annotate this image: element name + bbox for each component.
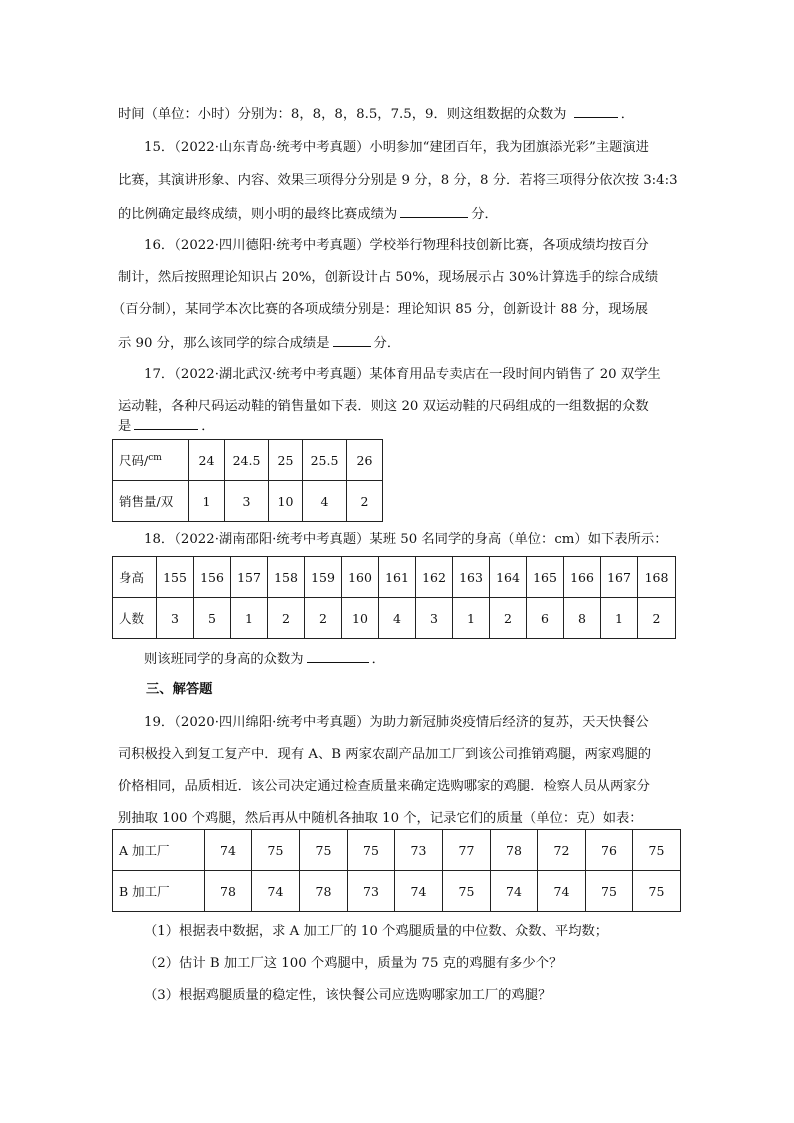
table-cell: 74 [252, 871, 300, 912]
q15-line-3: 的比例确定最终成绩，则小明的最终比赛成绩为 分． [118, 204, 498, 224]
table-row [113, 871, 681, 912]
q14-continuation: 时间（单位：小时）分别为：8，8，8，8.5，7.5，9．则这组数据的众数为 ． [118, 104, 634, 124]
q19-sub-1: （1）根据表中数据，求 A 加工厂的 10 个鸡腿质量的中位数、众数、平均数； [144, 924, 609, 939]
table-cell: 157 [231, 557, 268, 598]
table-header-cell: 人数 [113, 598, 157, 639]
chicken-leg-table [112, 829, 681, 912]
table-cell: 8 [564, 598, 601, 639]
table-cell: 72 [538, 830, 586, 871]
table-cell: 73 [348, 871, 395, 912]
table-cell: 2 [268, 598, 305, 639]
table-cell: 75 [633, 830, 681, 871]
table-cell: 73 [395, 830, 443, 871]
table-cell: 3 [225, 481, 269, 522]
answer-blank [134, 416, 198, 430]
table-cell: 74 [205, 830, 252, 871]
table-cell: 24.5 [225, 440, 269, 481]
table-header-cell: A 加工厂 [113, 830, 205, 871]
table-cell: 2 [490, 598, 527, 639]
q14-text: 时间（单位：小时）分别为：8，8，8，8.5，7.5，9．则这组数据的众数为 [118, 107, 567, 122]
table-cell: 78 [491, 830, 538, 871]
table-cell: 164 [490, 557, 527, 598]
table-cell: 3 [157, 598, 194, 639]
q16-line-1: 16．（2022·四川德阳·统考中考真题）学校举行物理科技创新比赛，各项成绩均按百分 [144, 238, 649, 253]
table-cell: 25.5 [303, 440, 347, 481]
table-header-cell: 销售量/双 [113, 481, 189, 522]
table-cell: 74 [395, 871, 443, 912]
table-cell: 1 [231, 598, 268, 639]
q16-line-4: 示 90 分，那么该同学的综合成绩是 分． [118, 333, 400, 353]
table-cell: 165 [527, 557, 564, 598]
table-cell: 25 [269, 440, 303, 481]
table-cell: 159 [305, 557, 342, 598]
table-cell: 1 [601, 598, 638, 639]
section-heading: 三、解答题 [146, 682, 213, 697]
table-cell: 5 [194, 598, 231, 639]
q19-line-3: 价格相同，品质相近．该公司决定通过检查质量来确定选购哪家的鸡腿．检察人员从两家分 [118, 779, 650, 794]
table-cell: 163 [453, 557, 490, 598]
q17-line-3: 是 ． [118, 416, 215, 436]
table-cell: 78 [205, 871, 252, 912]
table-cell: 10 [269, 481, 303, 522]
table-cell: 4 [303, 481, 347, 522]
table-cell: 75 [443, 871, 491, 912]
table-cell: 156 [194, 557, 231, 598]
height-table [112, 556, 676, 639]
q19-line-2: 司积极投入到复工复产中．现有 A、B 两家农副产品加工厂到该公司推销鸡腿，两家鸡腿的 [118, 747, 652, 762]
q18-line-1: 18．（2022·湖南邵阳·统考中考真题）某班 50 名同学的身高（单位：cm）如下表所示： [144, 532, 668, 547]
table-cell: 160 [342, 557, 379, 598]
table-header-cell: B 加工厂 [113, 871, 205, 912]
table-row [113, 440, 383, 481]
table-cell: 24 [189, 440, 225, 481]
table-cell: 3 [416, 598, 453, 639]
table-cell: 77 [443, 830, 491, 871]
table-cell: 6 [527, 598, 564, 639]
answer-blank [400, 204, 468, 218]
table-row [113, 830, 681, 871]
table-cell: 162 [416, 557, 453, 598]
table-cell: 2 [638, 598, 676, 639]
q17-line-2: 运动鞋，各种尺码运动鞋的销售量如下表．则这 20 双运动鞋的尺码组成的一组数据的众数 [118, 399, 649, 414]
q19-sub-3: （3）根据鸡腿质量的稳定性，该快餐公司应选购哪家加工厂的鸡腿？ [144, 988, 552, 1003]
q19-line-1: 19．（2020·四川绵阳·统考中考真题）为助力新冠肺炎疫情后经济的复苏，天天快餐公 [144, 715, 649, 730]
answer-blank [574, 104, 618, 118]
table-cell: 75 [586, 871, 633, 912]
table-row [113, 481, 383, 522]
table-cell: 161 [379, 557, 416, 598]
table-header-cell: 尺码/$^{cm}$ [113, 440, 189, 481]
table-cell: 74 [538, 871, 586, 912]
table-cell: 75 [300, 830, 348, 871]
table-cell: 76 [586, 830, 633, 871]
q17-line-1: 17．（2022·湖北武汉·统考中考真题）某体育用品专卖店在一段时间内销售了 20 双学生 [144, 367, 661, 382]
table-cell: 1 [189, 481, 225, 522]
q16-line-3: （百分制），某同学本次比赛的各项成绩分别是：理论知识 85 分，创新设计 88 分，现场展 [112, 302, 649, 317]
table-cell: 158 [268, 557, 305, 598]
table-cell: 75 [348, 830, 395, 871]
table-cell: 26 [347, 440, 383, 481]
table-cell: 75 [252, 830, 300, 871]
table-cell: 74 [491, 871, 538, 912]
table-cell: 167 [601, 557, 638, 598]
table-cell: 166 [564, 557, 601, 598]
answer-blank [333, 333, 371, 347]
answer-blank [307, 649, 369, 663]
q19-sub-2: （2）估计 B 加工厂这 100 个鸡腿中，质量为 75 克的鸡腿有多少个？ [144, 956, 563, 971]
table-cell: 2 [305, 598, 342, 639]
size-sales-table [112, 439, 383, 522]
table-cell: 2 [347, 481, 383, 522]
q19-line-4: 别抽取 100 个鸡腿，然后再从中随机各抽取 10 个，记录它们的质量（单位：克）如表： [118, 811, 643, 826]
table-cell: 4 [379, 598, 416, 639]
table-header-cell: 身高 [113, 557, 157, 598]
table-cell: 1 [453, 598, 490, 639]
q15-line-1: 15．（2022·山东青岛·统考中考真题）小明参加“建团百年，我为团旗添光彩”主题演进 [144, 140, 649, 155]
table-cell: 75 [633, 871, 681, 912]
table-row [113, 598, 676, 639]
q15-line-2: 比赛，其演讲形象、内容、效果三项得分分别是 9 分，8 分，8 分．若将三项得分依次按 3:4:3 [118, 173, 678, 188]
table-cell: 78 [300, 871, 348, 912]
q16-line-2: 制计，然后按照理论知识占 20%，创新设计占 50%，现场展示占 30%计算选手的综合成绩 [118, 270, 659, 285]
table-cell: 155 [157, 557, 194, 598]
table-row [113, 557, 676, 598]
q18-line-2: 则该班同学的身高的众数为 ． [144, 649, 385, 669]
table-cell: 10 [342, 598, 379, 639]
table-cell: 168 [638, 557, 676, 598]
